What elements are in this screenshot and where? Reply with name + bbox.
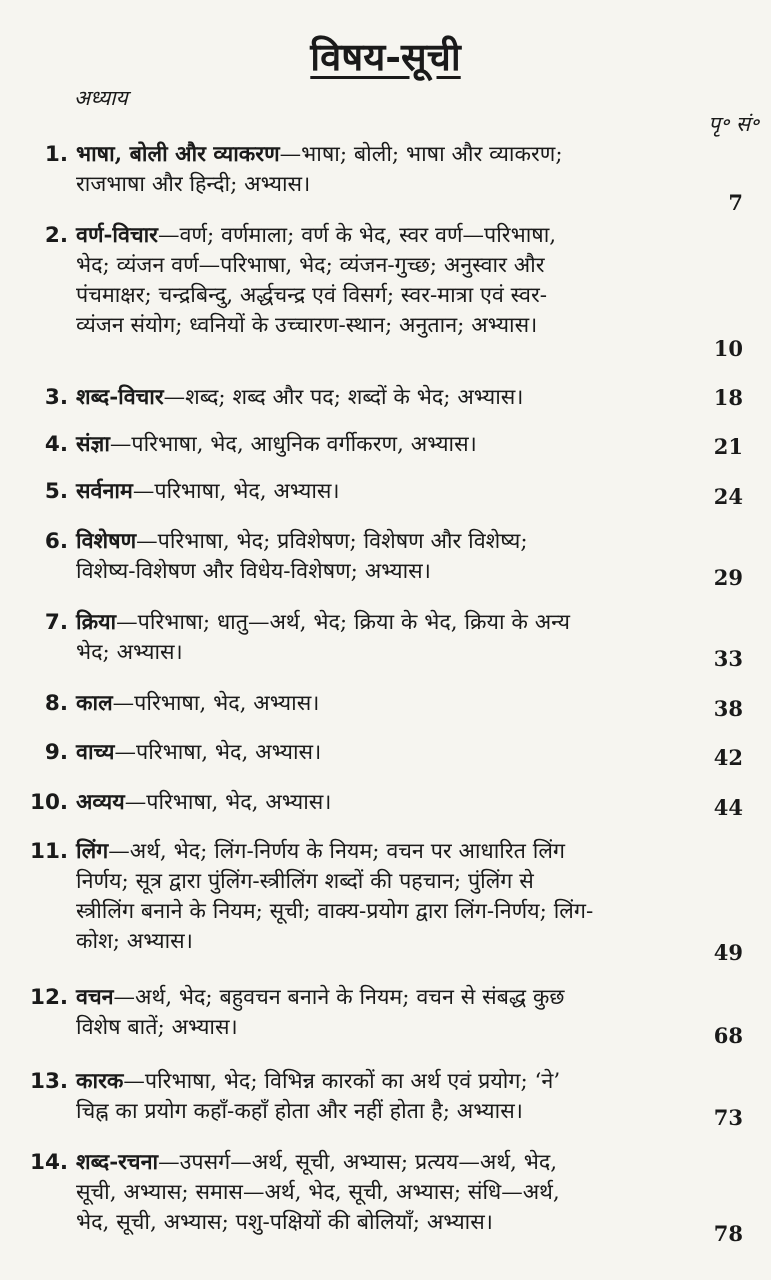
chapter-subtopics: —अर्थ, भेद; लिंग-निर्णय के नियम; वचन पर आधारित लिंग: [108, 839, 566, 864]
chapter-heading: वाच्य: [76, 740, 115, 765]
chapter-line: [76, 1148, 686, 1178]
page-number-column-header: पृ॰ सं॰: [708, 112, 759, 136]
chapter-subtopics: —परिभाषा, भेद, अभ्यास।: [124, 790, 332, 815]
chapter-line: [76, 1067, 686, 1097]
chapter-number: 8.: [44, 691, 68, 716]
chapter-subtopics: —परिभाषा; धातु—अर्थ, भेद; क्रिया के भेद, क्रिया के अन्य: [116, 610, 570, 635]
chapter-heading: विशेषण: [76, 529, 137, 554]
chapter-text: [76, 1148, 686, 1238]
chapter-heading: क्रिया: [76, 610, 117, 635]
chapter-subtopics: स्त्रीलिंग बनाने के नियम; सूची; वाक्य-प्रयोग द्वारा लिंग-निर्णय; लिंग-: [76, 899, 594, 924]
chapter-number: 13.: [30, 1069, 69, 1094]
chapter-number: 3.: [44, 385, 68, 410]
page-number: 24: [713, 484, 743, 509]
chapter-heading: वर्ण-विचार: [76, 223, 158, 248]
chapter-heading: अव्यय: [76, 790, 125, 815]
chapter-subtopics: —शब्द; शब्द और पद; शब्दों के भेद; अभ्यास।: [163, 385, 524, 410]
chapter-line: [76, 638, 686, 668]
chapter-number: 9.: [44, 740, 68, 765]
chapter-line: [76, 897, 686, 927]
chapter-subtopics: निर्णय; सूत्र द्वारा पुंलिंग-स्त्रीलिंग शब्दों की पहचान; पुंलिंग से: [76, 869, 534, 894]
chapter-line: [76, 430, 686, 460]
chapter-subtopics: —भाषा; बोली; भाषा और व्याकरण;: [279, 142, 563, 167]
chapter-number: 7.: [44, 610, 68, 635]
chapter-subtopics: सूची, अभ्यास; समास—अर्थ, भेद, सूची, अभ्यास; संधि—अर्थ,: [76, 1180, 560, 1205]
chapter-line: [76, 221, 686, 251]
chapter-line: [76, 1013, 686, 1043]
chapter-line: [76, 311, 686, 341]
chapter-text: [76, 383, 686, 413]
chapter-number: 12.: [30, 985, 69, 1010]
page-number: 7: [728, 190, 743, 215]
chapter-text: [76, 477, 686, 507]
chapter-text: [76, 140, 686, 200]
chapter-line: [76, 927, 686, 957]
chapter-heading: संज्ञा: [76, 432, 110, 457]
chapter-line: [76, 983, 686, 1013]
chapter-subtopics: कोश; अभ्यास।: [76, 929, 193, 954]
chapter-heading: शब्द-विचार: [76, 385, 164, 410]
page-number: 18: [713, 385, 743, 410]
chapter-text: [76, 430, 686, 460]
chapter-subtopics: —परिभाषा, भेद, अभ्यास।: [114, 740, 322, 765]
chapter-line: [76, 140, 686, 170]
chapter-subtopics: भेद; अभ्यास।: [76, 640, 183, 665]
chapter-subtopics: भेद, सूची, अभ्यास; पशु-पक्षियों की बोलियाँ; अभ्यास।: [76, 1210, 493, 1235]
page-number: 10: [713, 336, 743, 361]
chapter-heading: लिंग: [76, 839, 109, 864]
page-number: 29: [713, 565, 743, 590]
chapter-text: [76, 837, 686, 957]
chapter-column-header: अध्याय: [74, 86, 128, 110]
chapter-number: 1.: [44, 142, 68, 167]
chapter-number: 4.: [44, 432, 68, 457]
chapter-heading: काल: [76, 691, 113, 716]
chapter-line: [76, 527, 686, 557]
chapter-subtopics: —अर्थ, भेद; बहुवचन बनाने के नियम; वचन से संबद्ध कुछ: [113, 985, 565, 1010]
chapter-line: [76, 170, 686, 200]
page-number: 38: [713, 696, 743, 721]
chapter-subtopics: —परिभाषा, भेद; प्रविशेषण; विशेषण और विशेष्य;: [136, 529, 528, 554]
chapter-subtopics: चिह्न का प्रयोग कहाँ-कहाँ होता और नहीं होता है; अभ्यास।: [76, 1099, 523, 1124]
chapter-number: 2.: [44, 223, 68, 248]
chapter-heading: शब्द-रचना: [76, 1150, 159, 1175]
chapter-line: [76, 788, 686, 818]
chapter-text: [76, 983, 686, 1043]
chapter-line: [76, 738, 686, 768]
chapter-line: [76, 689, 686, 719]
page-number: 21: [713, 434, 743, 459]
page-number: 44: [713, 795, 743, 820]
page-number: 78: [713, 1221, 743, 1246]
page-number: 68: [713, 1023, 743, 1048]
chapter-heading: सर्वनाम: [76, 479, 133, 504]
page-number: 49: [713, 940, 743, 965]
chapter-text: [76, 608, 686, 668]
chapter-line: [76, 1208, 686, 1238]
chapter-subtopics: —परिभाषा, भेद, आधुनिक वर्गीकरण, अभ्यास।: [109, 432, 477, 457]
chapter-number: 11.: [30, 839, 69, 864]
chapter-subtopics: पंचमाक्षर; चन्द्रबिन्दु, अर्द्धचन्द्र एवं विसर्ग; स्वर-मात्रा एवं स्वर-: [76, 283, 548, 308]
chapter-line: [76, 477, 686, 507]
chapter-text: [76, 788, 686, 818]
chapter-text: [76, 1067, 686, 1127]
chapter-line: [76, 383, 686, 413]
chapter-subtopics: —परिभाषा, भेद, अभ्यास।: [132, 479, 340, 504]
chapter-line: [76, 281, 686, 311]
page-number: 33: [713, 646, 743, 671]
chapter-number: 6.: [44, 529, 68, 554]
chapter-line: [76, 837, 686, 867]
chapter-text: [76, 221, 686, 341]
page-number: 42: [713, 745, 743, 770]
chapter-subtopics: व्यंजन संयोग; ध्वनियों के उच्चारण-स्थान; अनुतान; अभ्यास।: [76, 313, 538, 338]
chapter-subtopics: राजभाषा और हिन्दी; अभ्यास।: [76, 172, 311, 197]
chapter-number: 14.: [30, 1150, 69, 1175]
page-title: विषय-सूची: [310, 34, 461, 79]
chapter-subtopics: —वर्ण; वर्णमाला; वर्ण के भेद, स्वर वर्ण—परिभाषा,: [157, 223, 557, 248]
chapter-heading: कारक: [76, 1069, 124, 1094]
chapter-text: [76, 738, 686, 768]
chapter-heading: वचन: [76, 985, 114, 1010]
chapter-line: [76, 608, 686, 638]
chapter-number: 10.: [30, 790, 69, 815]
chapter-subtopics: भेद; व्यंजन वर्ण—परिभाषा, भेद; व्यंजन-गुच्छ; अनुस्वार और: [76, 253, 545, 278]
chapter-number: 5.: [44, 479, 68, 504]
chapter-line: [76, 1178, 686, 1208]
chapter-subtopics: —परिभाषा, भेद, अभ्यास।: [112, 691, 320, 716]
chapter-subtopics: विशेष बातें; अभ्यास।: [76, 1015, 238, 1040]
chapter-line: [76, 1097, 686, 1127]
chapter-line: [76, 557, 686, 587]
chapter-subtopics: —परिभाषा, भेद; विभिन्न कारकों का अर्थ एवं प्रयोग; ‘ने’: [123, 1069, 561, 1094]
chapter-text: [76, 527, 686, 587]
chapter-line: [76, 867, 686, 897]
chapter-text: [76, 689, 686, 719]
chapter-subtopics: विशेष्य-विशेषण और विधेय-विशेषण; अभ्यास।: [76, 559, 431, 584]
chapter-subtopics: —उपसर्ग—अर्थ, सूची, अभ्यास; प्रत्यय—अर्थ, भेद,: [158, 1150, 558, 1175]
chapter-line: [76, 251, 686, 281]
page-number: 73: [713, 1105, 743, 1130]
chapter-heading: भाषा, बोली और व्याकरण: [76, 142, 280, 167]
